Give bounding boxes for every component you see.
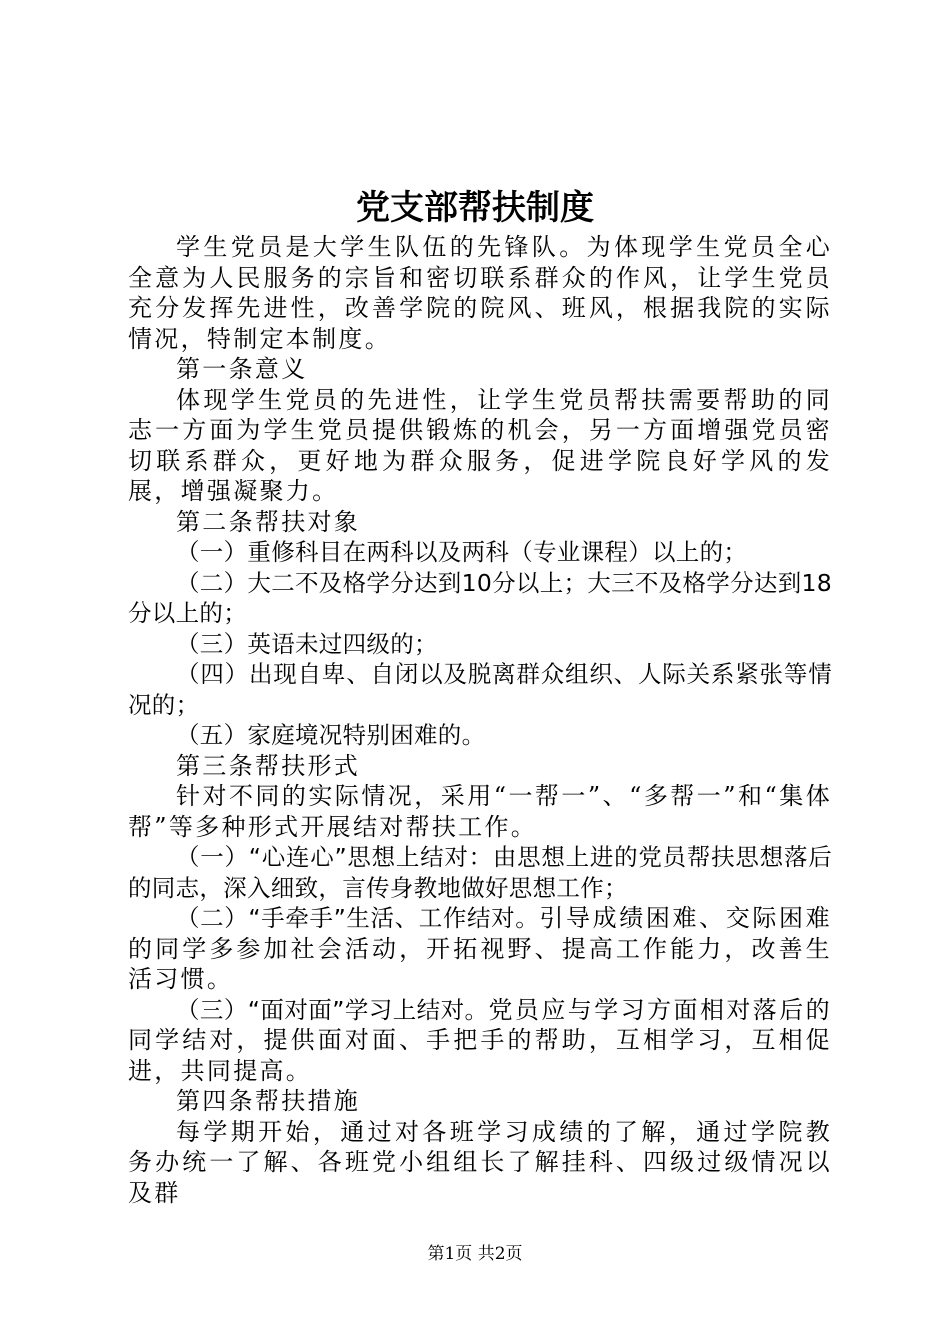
document-title: 党支部帮扶制度 [356,188,594,228]
article-3-item-3-rest: 党员应与学习方面相对落后的同学结对，提供面对面、手把手的帮助，互相学习，互相促进，共同提高。 [128,995,832,1085]
article-2-item-5: （五）家庭境况特别困难的。 [176,721,486,749]
article-2-item-3: （三）英语未过四级的； [176,629,438,658]
article-2-item-4: （四）出现自卑、自闭以及脱离群众组织、人际关系紧张等情况的； [128,660,832,719]
intro-paragraph: 学生党员是大学生队伍的先锋队。为体现学生党员全心全意为人民服务的宗旨和密切联系群众的作风，让学生党员充分发挥先进性，改善学院的院风、班风，根据我院的实际情况，特制定本制度。 [128,233,832,353]
article-3-item-3 [128,995,832,1087]
article-4-heading: 第四条帮扶措施 [176,1087,361,1115]
article-3-item-2-lead: （二）“手牵手”生活、工作结对。 [176,904,540,932]
article-3-item-1: （一）“心连心”思想上结对：由思想上进的党员帮扶思想落后的同志，深入细致，言传身教地做好思想工作； [128,843,832,902]
article-2-item-2: （二）大二不及格学分达到10分以上；大三不及格学分达到18分以上的； [128,568,833,627]
article-1-body: 体现学生党员的先进性，让学生党员帮扶需要帮助的同志一方面为学生党员提供锻炼的机会，另一方面增强党员密切联系群众，更好地为群众服务，促进学院良好学风的发展，增强凝聚力。 [128,385,832,505]
page-footer: 第1页 共2页 [427,1244,523,1264]
article-3-item-2 [128,903,832,995]
article-3-heading: 第三条帮扶形式 [176,751,361,780]
article-3-item-3-lead: （三）“面对面”学习上结对。 [176,995,489,1024]
article-2-item-1: （一）重修科目在两科以及两科（专业课程）以上的； [176,538,748,566]
article-3-body: 针对不同的实际情况，采用“一帮一”、“多帮一”和“集体帮”等多种形式开展结对帮扶工作。 [128,782,832,841]
article-3-item-2-rest: 引导成绩困难、交际困难的同学多参加社会活动，开拓视野、提高工作能力，改善生活习惯。 [128,904,832,993]
article-2-heading: 第二条帮扶对象 [176,507,361,536]
article-4-body: 每学期开始，通过对各班学习成绩的了解，通过学院教务办统一了解、各班党小组组长了解挂科、四级过级情况以及群 [128,1117,832,1207]
document-body [128,232,832,1208]
article-1-heading: 第一条意义 [176,355,308,383]
